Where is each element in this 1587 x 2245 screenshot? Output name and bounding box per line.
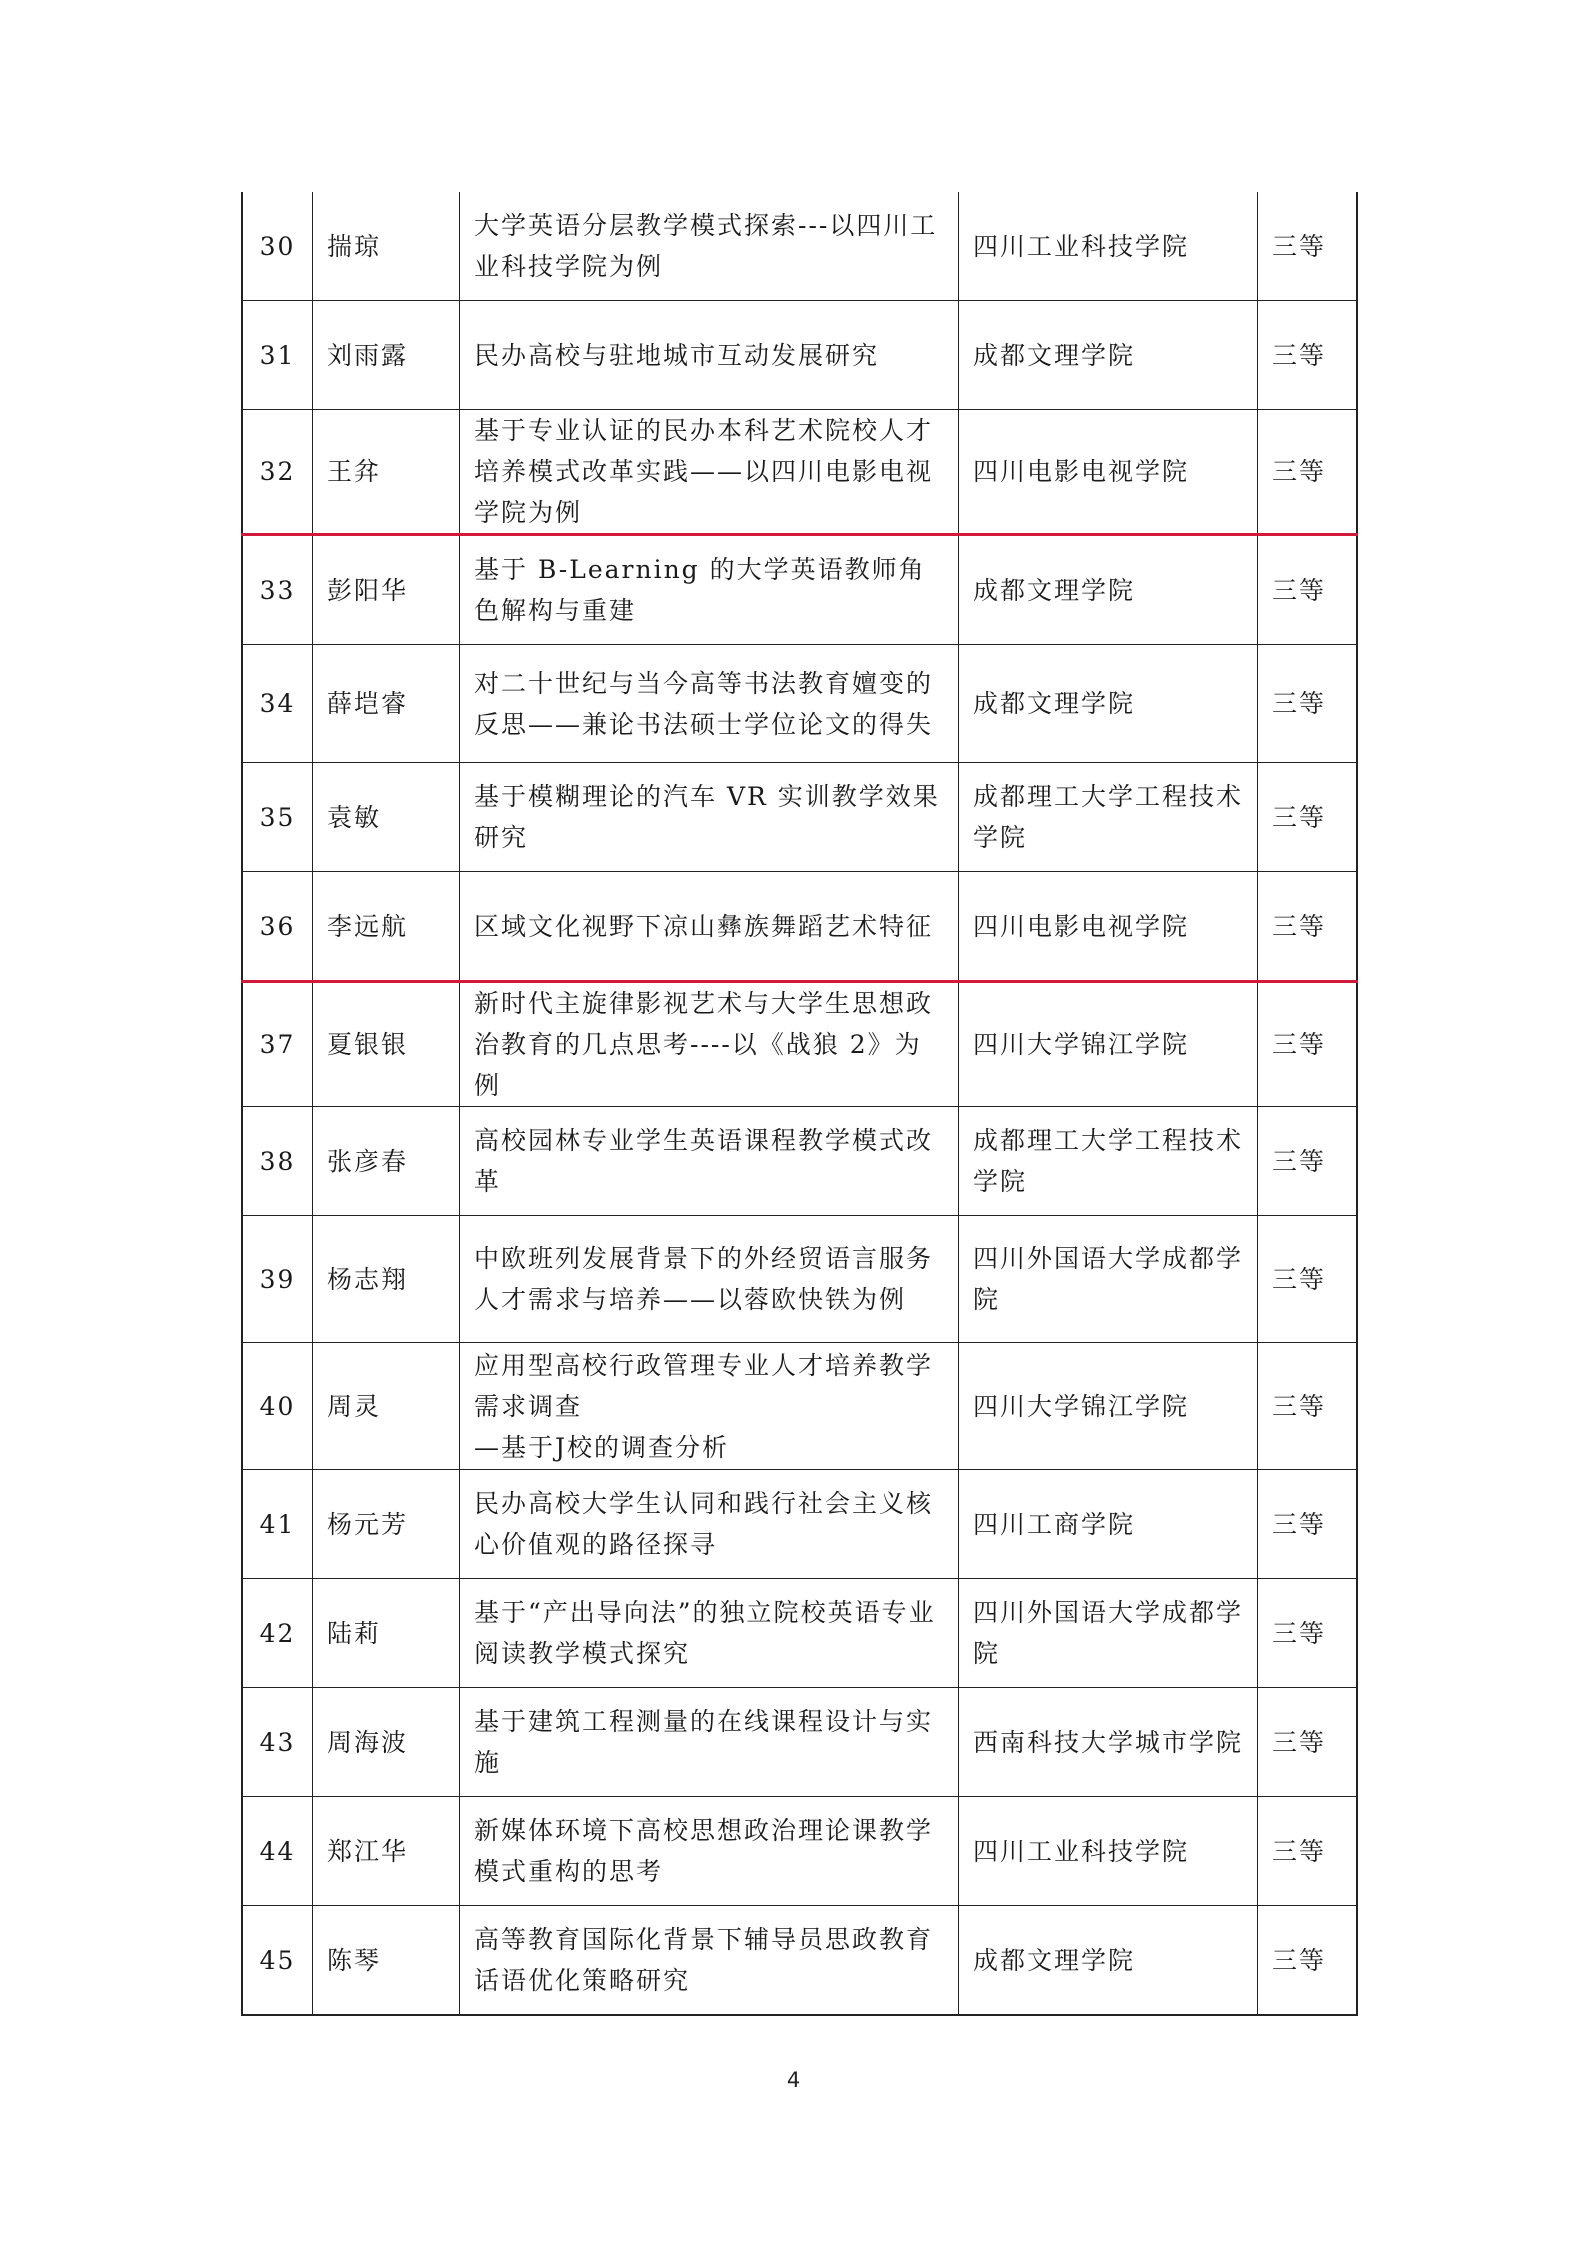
institution: 成都理工大学工程技术学院: [959, 1107, 1258, 1216]
table-row: [242, 1797, 1357, 1906]
row-number: 41: [242, 1470, 313, 1579]
paper-title-cell: [460, 1343, 959, 1470]
author-name: 杨元芳: [313, 1470, 460, 1579]
table-row: [242, 1906, 1357, 2016]
award-grade: 三等: [1258, 1107, 1358, 1216]
author-name: 周海波: [313, 1688, 460, 1797]
institution: 四川电影电视学院: [959, 410, 1258, 535]
paper-title: 新时代主旋律影视艺术与大学生思想政治教育的几点思考----以《战狼 2》为例: [460, 982, 959, 1107]
award-grade: 三等: [1258, 1797, 1358, 1906]
paper-title: 基于专业认证的民办本科艺术院校人才培养模式改革实践——以四川电影电视学院为例: [460, 410, 959, 535]
row-number: 45: [242, 1906, 313, 2016]
paper-title: 基于建筑工程测量的在线课程设计与实施: [460, 1688, 959, 1797]
author-name: 揣琼: [313, 192, 460, 301]
award-grade: 三等: [1258, 1343, 1358, 1470]
award-grade: 三等: [1258, 535, 1358, 645]
author-name: 陆莉: [313, 1579, 460, 1688]
table-row: [242, 645, 1357, 763]
institution: 四川工商学院: [959, 1470, 1258, 1579]
institution: 成都文理学院: [959, 645, 1258, 763]
table-row: [242, 1216, 1357, 1343]
table-row: [242, 301, 1357, 410]
award-grade: 三等: [1258, 1906, 1358, 2016]
award-grade: 三等: [1258, 1688, 1358, 1797]
paper-title: 新媒体环境下高校思想政治理论课教学模式重构的思考: [460, 1797, 959, 1906]
institution: 成都文理学院: [959, 301, 1258, 410]
institution: 四川工业科技学院: [959, 192, 1258, 301]
author-name: 周灵: [313, 1343, 460, 1470]
paper-title: 对二十世纪与当今高等书法教育嬗变的反思——兼论书法硕士学位论文的得失: [460, 645, 959, 763]
row-number: 31: [242, 301, 313, 410]
table-row: [242, 982, 1357, 1107]
row-number: 43: [242, 1688, 313, 1797]
award-list-table: [241, 192, 1358, 2016]
author-name: 郑江华: [313, 1797, 460, 1906]
award-grade: 三等: [1258, 645, 1358, 763]
author-name: 彭阳华: [313, 535, 460, 645]
paper-title: 高等教育国际化背景下辅导员思政教育话语优化策略研究: [460, 1906, 959, 2016]
award-grade: 三等: [1258, 410, 1358, 535]
institution: 成都理工大学工程技术学院: [959, 763, 1258, 872]
paper-title: 应用型高校行政管理专业人才培养教学需求调查: [474, 1350, 934, 1421]
paper-subtitle: —基于J校的调查分析: [474, 1432, 730, 1462]
award-grade: 三等: [1258, 192, 1358, 301]
institution: 四川外国语大学成都学院: [959, 1579, 1258, 1688]
award-grade: 三等: [1258, 763, 1358, 872]
table-row: [242, 410, 1357, 535]
paper-title: 民办高校与驻地城市互动发展研究: [460, 301, 959, 410]
institution: 四川工业科技学院: [959, 1797, 1258, 1906]
table-row: [242, 1343, 1357, 1470]
page-number: 4: [786, 2068, 801, 2092]
row-number: 39: [242, 1216, 313, 1343]
author-name: 袁敏: [313, 763, 460, 872]
institution: 成都文理学院: [959, 535, 1258, 645]
author-name: 薛垲睿: [313, 645, 460, 763]
author-name: 夏银银: [313, 982, 460, 1107]
row-number: 30: [242, 192, 313, 301]
institution: 四川电影电视学院: [959, 872, 1258, 982]
row-number: 34: [242, 645, 313, 763]
author-name: 王弅: [313, 410, 460, 535]
row-number: 44: [242, 1797, 313, 1906]
award-grade: 三等: [1258, 1470, 1358, 1579]
award-grade: 三等: [1258, 301, 1358, 410]
table-row: [242, 535, 1357, 645]
author-name: 陈琴: [313, 1906, 460, 2016]
paper-title: 中欧班列发展背景下的外经贸语言服务人才需求与培养——以蓉欧快铁为例: [460, 1216, 959, 1343]
table-row: [242, 1688, 1357, 1797]
row-number: 33: [242, 535, 313, 645]
paper-title: 基于“产出导向法”的独立院校英语专业阅读教学模式探究: [460, 1579, 959, 1688]
table-row: [242, 192, 1357, 301]
row-number: 37: [242, 982, 313, 1107]
author-name: 杨志翔: [313, 1216, 460, 1343]
row-number: 35: [242, 763, 313, 872]
author-name: 刘雨露: [313, 301, 460, 410]
author-name: 李远航: [313, 872, 460, 982]
institution: 成都文理学院: [959, 1906, 1258, 2016]
table-row: [242, 763, 1357, 872]
table-row: [242, 1579, 1357, 1688]
institution: 四川外国语大学成都学院: [959, 1216, 1258, 1343]
row-number: 36: [242, 872, 313, 982]
table-row: [242, 1107, 1357, 1216]
paper-title: 基于 B-Learning 的大学英语教师角色解构与重建: [460, 535, 959, 645]
author-name: 张彦春: [313, 1107, 460, 1216]
institution: 西南科技大学城市学院: [959, 1688, 1258, 1797]
award-grade: 三等: [1258, 872, 1358, 982]
paper-title: 高校园林专业学生英语课程教学模式改革: [460, 1107, 959, 1216]
paper-title: 民办高校大学生认同和践行社会主义核心价值观的路径探寻: [460, 1470, 959, 1579]
row-number: 42: [242, 1579, 313, 1688]
award-grade: 三等: [1258, 1216, 1358, 1343]
row-number: 32: [242, 410, 313, 535]
table-row: [242, 872, 1357, 982]
row-number: 40: [242, 1343, 313, 1470]
institution: 四川大学锦江学院: [959, 982, 1258, 1107]
paper-title: 大学英语分层教学模式探索---以四川工业科技学院为例: [460, 192, 959, 301]
award-grade: 三等: [1258, 1579, 1358, 1688]
award-grade: 三等: [1258, 982, 1358, 1107]
institution: 四川大学锦江学院: [959, 1343, 1258, 1470]
row-number: 38: [242, 1107, 313, 1216]
paper-title: 基于模糊理论的汽车 VR 实训教学效果研究: [460, 763, 959, 872]
table-row: [242, 1470, 1357, 1579]
paper-title: 区域文化视野下凉山彝族舞蹈艺术特征: [460, 872, 959, 982]
